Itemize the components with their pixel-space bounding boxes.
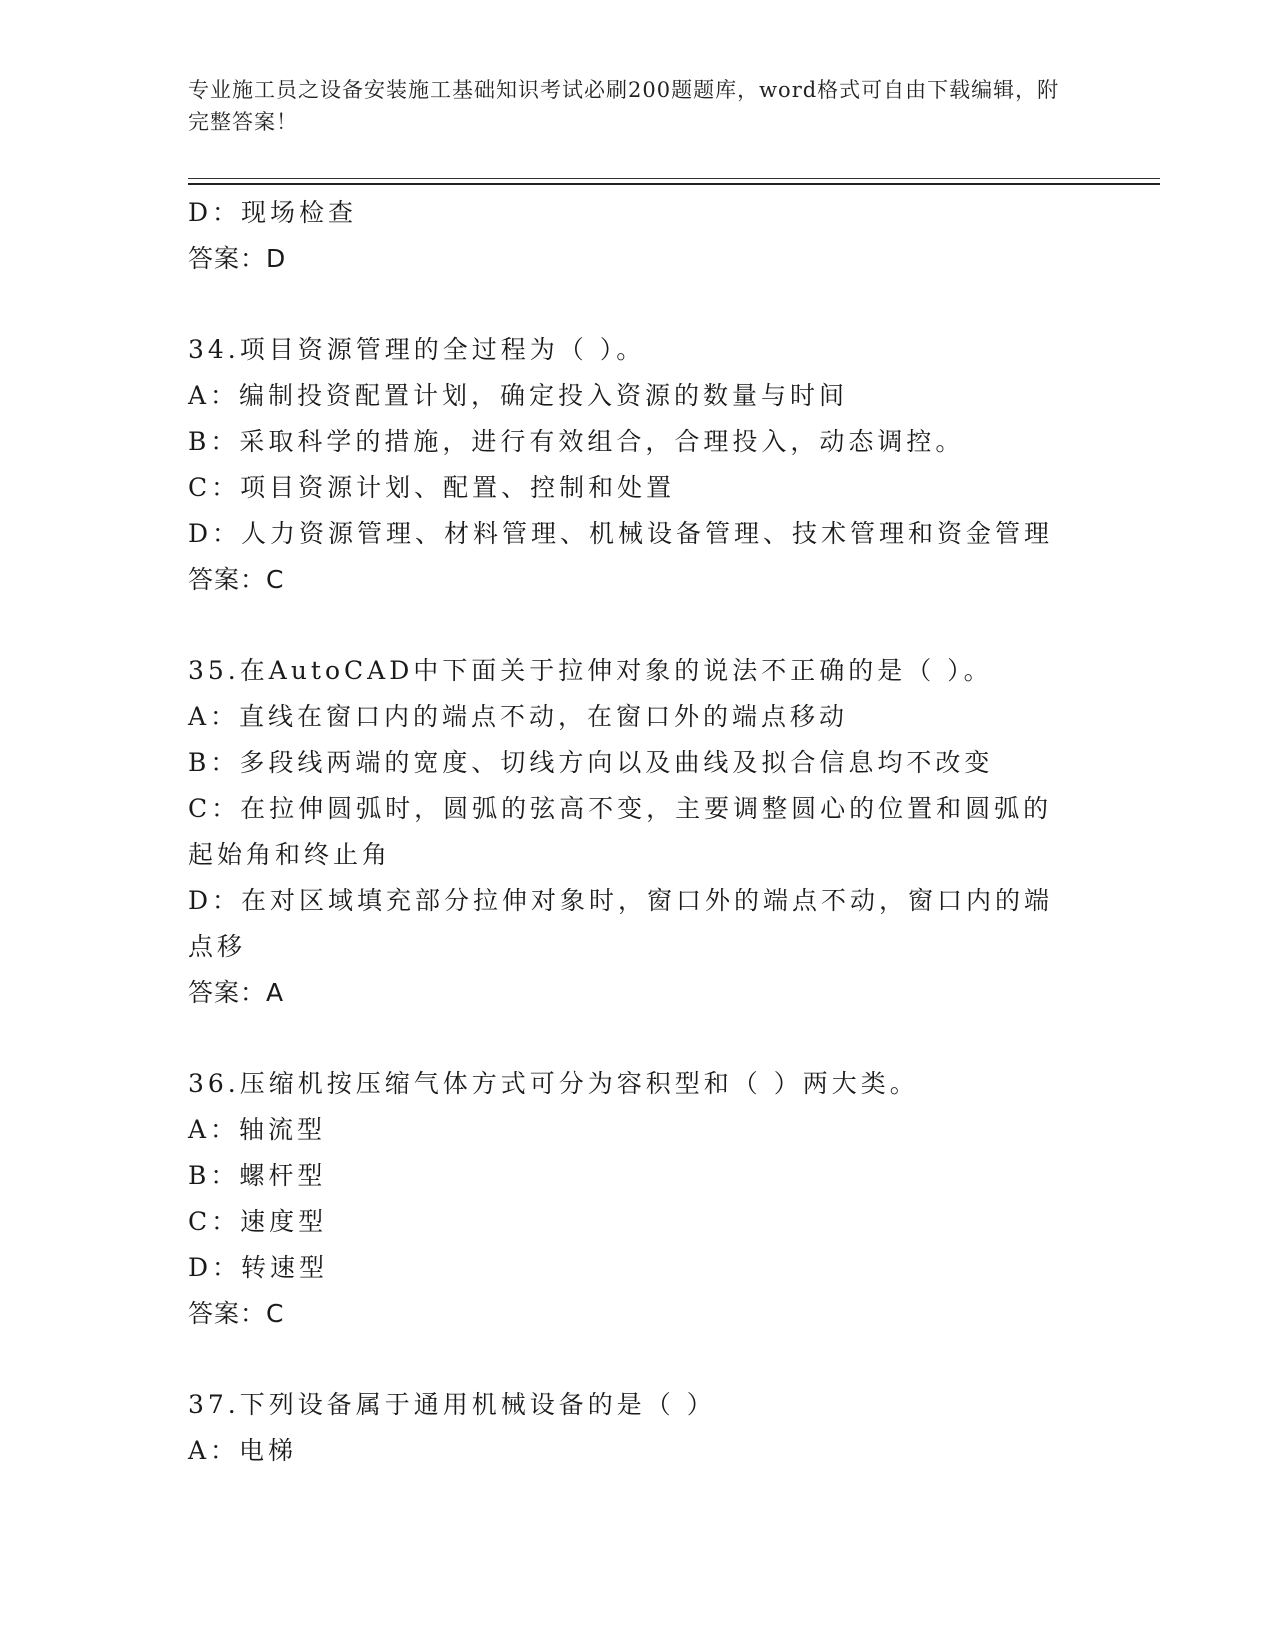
- answer-line: 答案：C: [188, 565, 285, 594]
- option-c: C：在拉伸圆弧时，圆弧的弦高不变，主要调整圆心的位置和圆弧的起始角和终止角: [188, 794, 1053, 869]
- option-d: D：现场检查: [188, 198, 358, 227]
- header-divider-thick: [188, 183, 1160, 185]
- question-stem: 35.在AutoCAD中下面关于拉伸对象的说法不正确的是（ ）。: [188, 656, 993, 685]
- question-stem: 36.压缩机按压缩气体方式可分为容积型和（ ）两大类。: [188, 1069, 919, 1098]
- question-37: [188, 1382, 1088, 1474]
- option-d: D：转速型: [188, 1253, 329, 1282]
- option-a: A：编制投资配置计划，确定投入资源的数量与时间: [188, 381, 849, 410]
- question-stem: 37.下列设备属于通用机械设备的是（ ）: [188, 1390, 716, 1419]
- header-divider-thin: [188, 178, 1160, 179]
- document-header: 专业施工员之设备安装施工基础知识考试必刷200题题库，word格式可自由下载编辑，附完整答案！: [188, 78, 1060, 134]
- option-a: A：直线在窗口内的端点不动，在窗口外的端点移动: [188, 702, 849, 731]
- option-c: C：速度型: [188, 1207, 328, 1236]
- option-d: D：在对区域填充部分拉伸对象时，窗口外的端点不动，窗口内的端点移: [188, 886, 1054, 961]
- question-stem: 34.项目资源管理的全过程为（ ）。: [188, 335, 646, 364]
- option-d: D：人力资源管理、材料管理、机械设备管理、技术管理和资金管理: [188, 519, 1054, 548]
- question-list: [188, 190, 1088, 1474]
- option-a: A：电梯: [188, 1436, 298, 1465]
- question-34: [188, 327, 1088, 603]
- question-35: [188, 648, 1088, 1016]
- answer-line: 答案：A: [188, 978, 285, 1007]
- answer-line: 答案：C: [188, 1299, 285, 1328]
- question-36: [188, 1061, 1088, 1337]
- answer-line: 答案：D: [188, 244, 287, 273]
- option-b: B：多段线两端的宽度、切线方向以及曲线及拟合信息均不改变: [188, 748, 994, 777]
- option-b: B：螺杆型: [188, 1161, 327, 1190]
- option-a: A：轴流型: [188, 1115, 327, 1144]
- option-c: C：项目资源计划、配置、控制和处置: [188, 473, 676, 502]
- carryover-question: [188, 190, 1088, 282]
- option-b: B：采取科学的措施，进行有效组合，合理投入，动态调控。: [188, 427, 965, 456]
